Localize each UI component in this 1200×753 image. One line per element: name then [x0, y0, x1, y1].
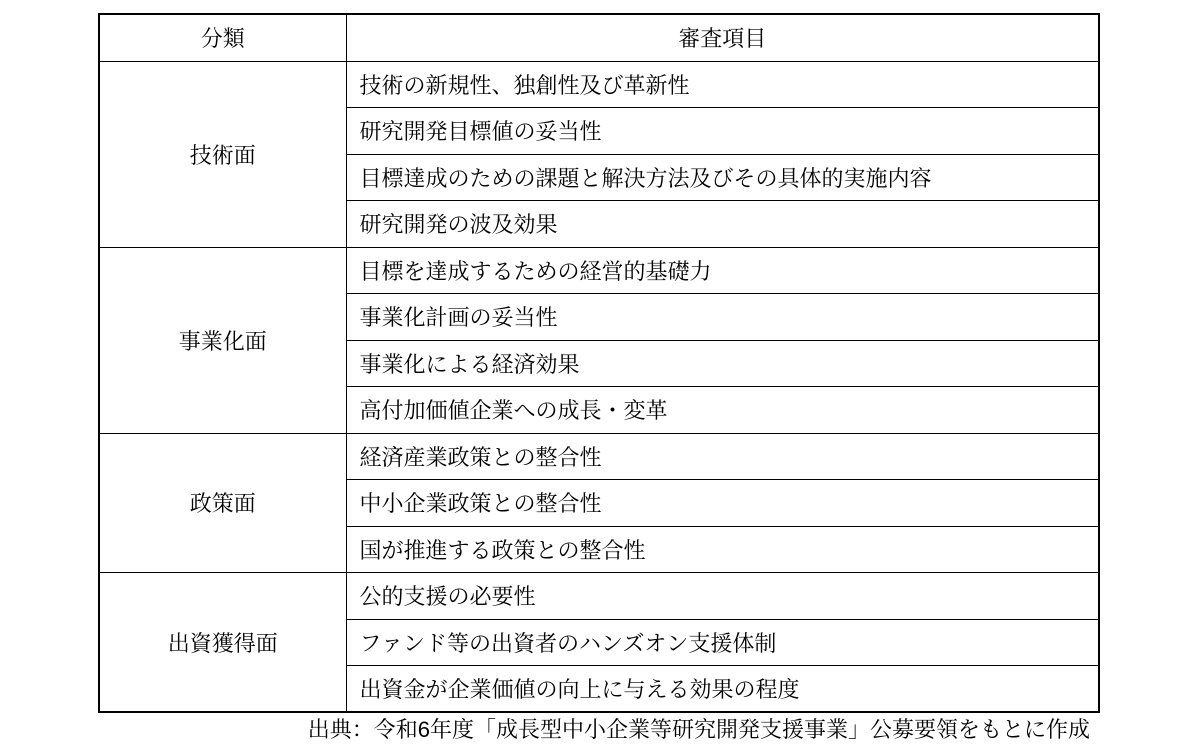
item-cell: 事業化計画の妥当性 [346, 294, 1099, 341]
item-cell: 事業化による経済効果 [346, 340, 1099, 387]
item-cell: 技術の新規性、独創性及び革新性 [346, 61, 1099, 108]
category-cell-technical: 技術面 [99, 61, 346, 247]
column-header-category: 分類 [99, 14, 346, 61]
item-cell: 高付加価値企業への成長・変革 [346, 387, 1099, 434]
item-cell: 中小企業政策との整合性 [346, 480, 1099, 527]
table-row [99, 61, 1099, 108]
item-cell: 出資金が企業価値の向上に与える効果の程度 [346, 666, 1099, 713]
category-cell-policy: 政策面 [99, 433, 346, 573]
item-cell: 研究開発の波及効果 [346, 201, 1099, 248]
column-header-item: 審査項目 [346, 14, 1099, 61]
item-cell: 目標達成のための課題と解決方法及びその具体的実施内容 [346, 154, 1099, 201]
category-cell-investment: 出資獲得面 [99, 573, 346, 713]
item-cell: 研究開発目標値の妥当性 [346, 108, 1099, 155]
table-row [99, 247, 1099, 294]
category-cell-commercialization: 事業化面 [99, 247, 346, 433]
review-criteria-table-container [98, 13, 1098, 712]
table-row [99, 433, 1099, 480]
source-note: 出典：令和6年度「成長型中小企業等研究開発支援事業」公募要領をもとに作成 [307, 717, 1090, 742]
item-cell: ファンド等の出資者のハンズオン支援体制 [346, 619, 1099, 666]
item-cell: 公的支援の必要性 [346, 573, 1099, 620]
item-cell: 国が推進する政策との整合性 [346, 526, 1099, 573]
table-header-row [99, 14, 1099, 61]
review-criteria-table [98, 13, 1100, 713]
item-cell: 経済産業政策との整合性 [346, 433, 1099, 480]
item-cell: 目標を達成するための経営的基礎力 [346, 247, 1099, 294]
table-row [99, 573, 1099, 620]
